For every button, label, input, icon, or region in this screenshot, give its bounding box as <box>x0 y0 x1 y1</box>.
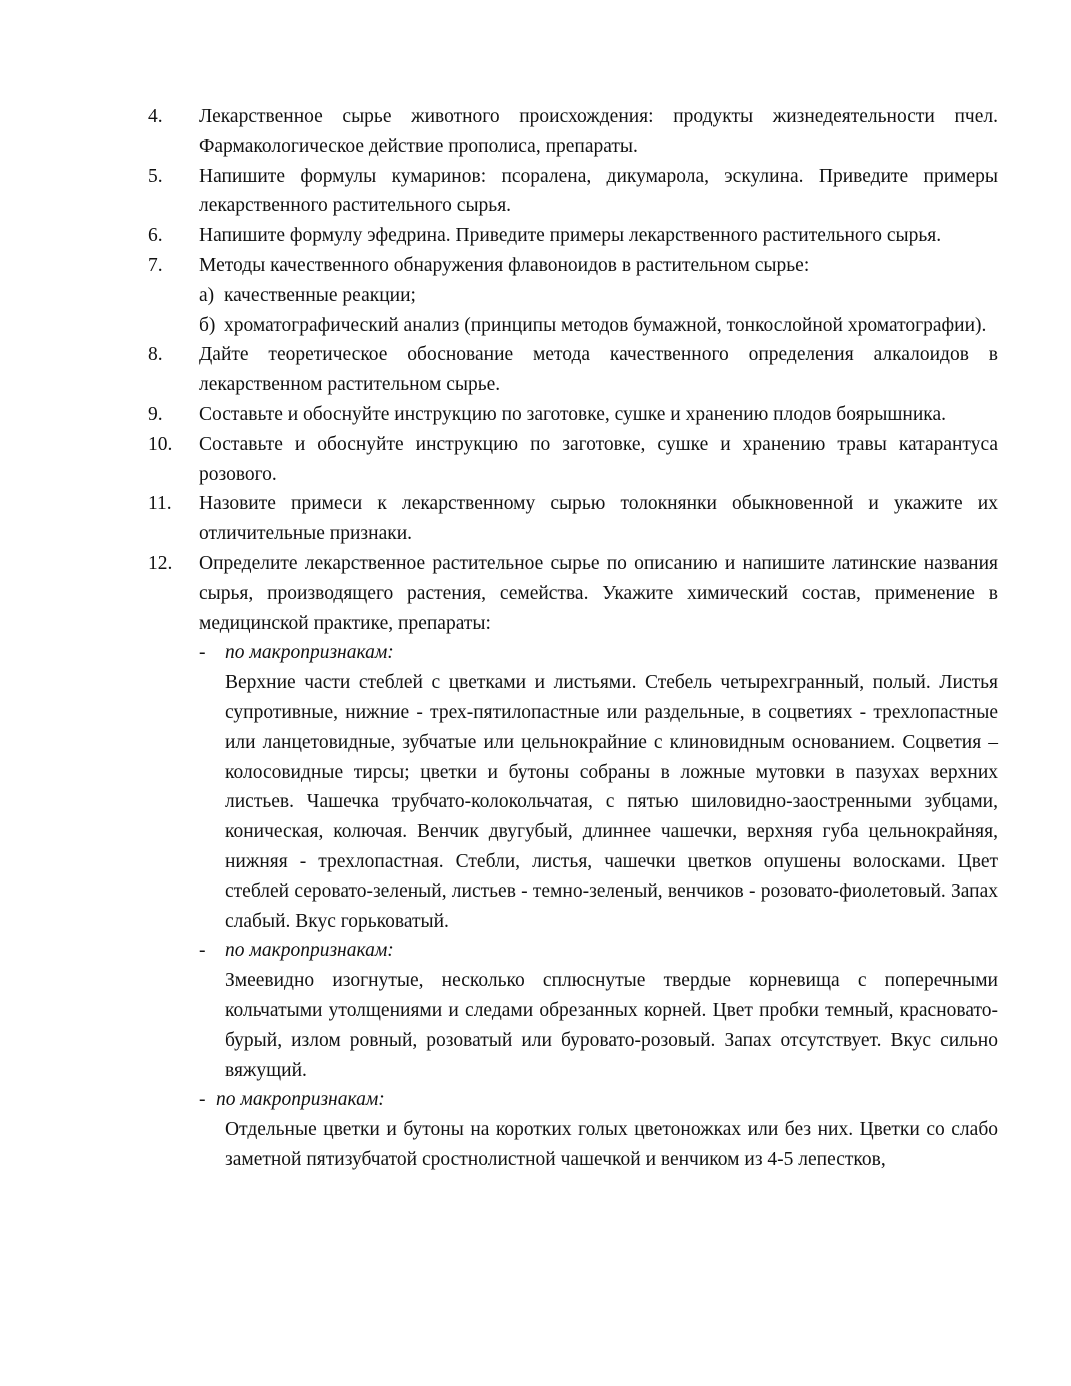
sub-item-b <box>199 311 998 341</box>
list-item-5 <box>148 162 998 222</box>
item-text: Лекарственное сырье животного происхождения: продукты жизнедеятельности пчел. Фармакологическое действие прополиса, препараты. <box>199 106 998 157</box>
dash-marker: - <box>199 1089 206 1111</box>
description-paragraph-3: Отдельные цветки и бутоны на коротких голых цветоножках или без них. Цветки со слабо заметной пятизубчатой сростнолистной чашечкой и венчиком из 4-5 лепестков, <box>225 1119 998 1170</box>
item-text: Методы качественного обнаружения флавоноидов в растительном сырье: <box>199 254 810 276</box>
item-number: 5. <box>148 165 163 187</box>
macro-signs-heading: по макропризнакам: <box>216 1089 385 1111</box>
sub-item-a <box>199 281 998 311</box>
list-item-11 <box>148 489 998 549</box>
question-list <box>148 102 998 1175</box>
list-item-6 <box>148 221 998 251</box>
description-paragraph-2: Змеевидно изогнутые, несколько сплюснутые твердые корневища с поперечными кольчатыми утолщениями и следами обрезанных корней. Цвет пробки темный, красновато-бурый, излом ровный, розоватый или буровато-розовый. Запах отсутствует. Вкус сильно вяжущий. <box>225 970 998 1081</box>
macro-signs-heading: по макропризнакам: <box>225 940 394 962</box>
sub-item-text: качественные реакции; <box>224 284 416 306</box>
item-number: 12. <box>148 552 173 574</box>
list-item-7 <box>148 251 998 281</box>
item-text: Составьте и обоснуйте инструкцию по заготовке, сушке и хранению плодов боярышника. <box>199 403 946 425</box>
item-text: Напишите формулу эфедрина. Приведите примеры лекарственного растительного сырья. <box>199 225 942 247</box>
item-text: Составьте и обоснуйте инструкцию по заготовке, сушке и хранению травы катарантуса розового. <box>199 433 998 485</box>
list-item-8 <box>148 340 998 400</box>
list-item-10 <box>148 430 998 490</box>
item-number: 6. <box>148 225 163 247</box>
macro-signs-heading: по макропризнакам: <box>225 642 394 664</box>
list-item-4 <box>148 102 998 162</box>
item-text: Дайте теоретическое обоснование метода качественного определения алкалоидов в лекарственном растительном сырье. <box>199 344 998 396</box>
macro-signs-label-2 <box>199 936 998 966</box>
list-item-12 <box>148 549 998 638</box>
sub-item-letter: а) <box>199 284 215 306</box>
sub-item-letter: б) <box>199 314 216 336</box>
item-text: Назовите примеси к лекарственному сырью толокнянки обыкновенной и укажите их отличительные признаки. <box>199 493 998 545</box>
item-number: 8. <box>148 344 163 366</box>
dash-marker: - <box>199 642 206 664</box>
macro-signs-label-3 <box>199 1085 998 1115</box>
item-number: 11. <box>148 493 172 515</box>
macro-signs-label-1 <box>199 638 998 668</box>
sub-item-text: хроматографический анализ (принципы методов бумажной, тонкослойной хроматографии). <box>224 314 987 336</box>
dash-marker: - <box>199 940 206 962</box>
item-number: 4. <box>148 106 163 127</box>
item-text: Напишите формулы кумаринов: псоралена, дикумарола, эскулина. Приведите примеры лекарственного растительного сырья. <box>199 165 998 217</box>
item-number: 10. <box>148 433 173 455</box>
item-number: 9. <box>148 403 163 425</box>
description-paragraph-1: Верхние части стеблей с цветками и листьями. Стебель четырехгранный, полый. Листья супротивные, нижние - трех-пятилопастные или раздельные, в соцветиях - трехлопастные или ланцетовидные, зубчатые или цельнокрайние с клиновидным основанием. Соцветия – колосовидные тирсы; цветки и бутоны собраны в ложные мутовки в пазухах верхних листьев. Чашечка трубчато-колокольчатая, с пятью шиловидно-заостренными зубцами, коническая, колючая. Венчик двугубый, длиннее чашечки, верхняя губа цельнокрайняя, нижняя - трехлопастная. Стебли, листья, чашечки цветков опушены волосками. Цвет стеблей серовато-зеленый, листьев - темно-зеленый, венчиков - розовато-фиолетовый. Запах слабый. Вкус горьковатый. <box>225 672 998 932</box>
item-number: 7. <box>148 254 163 276</box>
list-item-9 <box>148 400 998 430</box>
item-text: Определите лекарственное растительное сырье по описанию и напишите латинские названия сырья, производящего растения, семейства. Укажите химический состав, применение в медицинской практике, препараты: <box>199 552 998 634</box>
